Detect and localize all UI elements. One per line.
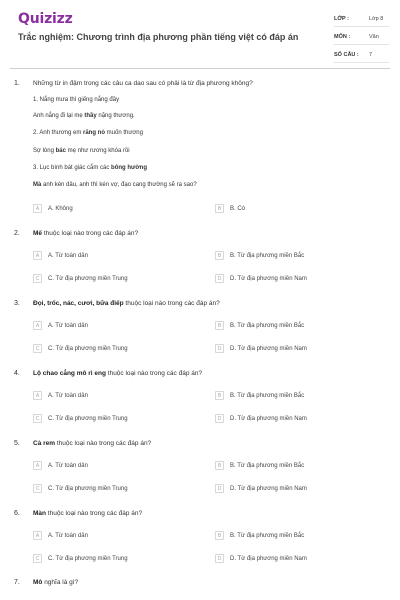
header-divider [10, 68, 390, 69]
option-text: B. Từ địa phương miền Bắc [230, 462, 305, 469]
option-letter-box: D [215, 344, 224, 353]
option-letter-box: B [215, 321, 224, 330]
question-text: Lộ chao cẳng mô rì eng thuộc loại nào trong các đáp án? [33, 370, 203, 377]
option-letter-box: A [33, 251, 42, 260]
option-d[interactable] [215, 554, 307, 563]
option-letter-box: D [215, 274, 224, 283]
option-letter-box: C [33, 484, 42, 493]
option-letter-box: A [33, 391, 42, 400]
worksheet-header [0, 0, 400, 64]
option-b[interactable] [215, 461, 304, 470]
option-letter-box: B [215, 204, 224, 213]
option-a[interactable] [33, 251, 88, 260]
option-b[interactable] [215, 391, 304, 400]
option-b[interactable] [215, 531, 304, 540]
option-text: C. Từ địa phương miền Trung [48, 345, 128, 352]
option-text: C. Từ địa phương miền Trung [48, 415, 128, 422]
question-number: 2. [14, 230, 20, 237]
meta-subject [334, 30, 389, 45]
option-text: A. Từ toàn dân [48, 462, 88, 469]
question-text: Màn thuộc loại nào trong các đáp án? [33, 510, 143, 517]
option-text: D. Từ địa phương miền Nam [230, 275, 307, 282]
option-c[interactable] [33, 554, 128, 563]
option-text: B. Từ địa phương miền Bắc [230, 322, 305, 329]
option-text: B. Từ địa phương miền Bắc [230, 252, 305, 259]
option-a[interactable] [33, 531, 88, 540]
question-number: 4. [14, 370, 20, 377]
question-number: 6. [14, 510, 20, 517]
question-line-5: 3. Lục bình bát giác cắm các bông hường [33, 165, 147, 171]
option-a[interactable] [33, 321, 88, 330]
option-text: A. Từ toàn dân [48, 322, 88, 329]
worksheet-title: Trắc nghiệm: Chương trình địa phương phần tiếng việt có đáp án [18, 32, 299, 42]
option-text: A. Từ toàn dân [48, 392, 88, 399]
option-text: A. Từ toàn dân [48, 532, 88, 539]
option-text: D. Từ địa phương miền Nam [230, 555, 307, 562]
quizizz-logo: Quizizz [18, 11, 73, 27]
question-number: 7. [14, 579, 20, 586]
question-text: Đọi, trốc, nác, cươi, bữa điếp thuộc loại nào trong các đáp án? [33, 300, 220, 307]
option-letter-box: D [215, 484, 224, 493]
meta-subject-label: MÔN : [334, 34, 351, 40]
option-d[interactable] [215, 484, 307, 493]
question-text: Những từ in đậm trong các câu ca dao sau có phải là từ địa phương không? [33, 80, 253, 87]
option-a[interactable] [33, 461, 88, 470]
option-letter-box: B [215, 461, 224, 470]
option-letter-box: B [215, 251, 224, 260]
meta-grade-label: LỚP : [334, 16, 349, 22]
option-d[interactable] [215, 274, 307, 283]
option-d[interactable] [215, 414, 307, 423]
question-number: 1. [14, 80, 20, 87]
question-text: Mế thuộc loại nào trong các đáp án? [33, 230, 139, 237]
question-line-6: Mà anh kén dâu, anh thì kén vợ, đạo cang thường sẽ ra sao? [33, 182, 197, 188]
option-text: D. Từ địa phương miền Nam [230, 415, 307, 422]
option-letter-box: B [215, 531, 224, 540]
option-letter-box: A [33, 461, 42, 470]
option-b[interactable] [215, 204, 245, 213]
option-b[interactable] [215, 321, 304, 330]
question-line-2: Anh nắng đi lại mẹ thầy nặng thương. [33, 113, 135, 119]
option-text: A. Từ toàn dân [48, 252, 88, 259]
meta-subject-value: Văn [369, 34, 379, 40]
meta-count-value: 7 [369, 52, 373, 58]
option-letter-box: C [33, 414, 42, 423]
meta-grade [334, 12, 389, 27]
option-a[interactable] [33, 204, 73, 213]
option-text: C. Từ địa phương miền Trung [48, 275, 128, 282]
option-d[interactable] [215, 344, 307, 353]
option-a[interactable] [33, 391, 88, 400]
option-letter-box: A [33, 321, 42, 330]
option-letter-box: A [33, 531, 42, 540]
question-line-1: 1. Nắng mưa thì giếng nắng đầy [33, 97, 120, 103]
worksheet-meta [334, 12, 389, 66]
question-text: Mô nghĩa là gì? [33, 579, 79, 586]
option-text: B. Từ địa phương miền Bắc [230, 532, 305, 539]
option-text: C. Từ địa phương miền Trung [48, 555, 128, 562]
option-letter-box: B [215, 391, 224, 400]
meta-grade-value: Lớp 8 [369, 16, 384, 22]
option-text: B. Có [230, 205, 246, 212]
option-c[interactable] [33, 414, 128, 423]
option-letter-box: D [215, 554, 224, 563]
question-text: Cà rem thuộc loại nào trong các đáp án? [33, 440, 152, 447]
option-text: B. Từ địa phương miền Bắc [230, 392, 305, 399]
option-text: D. Từ địa phương miền Nam [230, 345, 307, 352]
option-letter-box: D [215, 414, 224, 423]
option-text: A. Không [48, 205, 73, 212]
option-letter-box: A [33, 204, 42, 213]
question-line-4: Sợ lòng bác mẹ như rương khóa rồi [33, 148, 130, 154]
question-number: 5. [14, 440, 20, 447]
option-b[interactable] [215, 251, 304, 260]
question-line-3: 2. Anh thương em răng nỏ muốn thương [33, 130, 143, 136]
option-letter-box: C [33, 274, 42, 283]
option-text: C. Từ địa phương miền Trung [48, 485, 128, 492]
question-number: 3. [14, 300, 20, 307]
option-c[interactable] [33, 274, 128, 283]
option-text: D. Từ địa phương miền Nam [230, 485, 307, 492]
option-c[interactable] [33, 484, 128, 493]
option-letter-box: C [33, 344, 42, 353]
option-c[interactable] [33, 344, 128, 353]
option-letter-box: C [33, 554, 42, 563]
meta-count-label: SỐ CÂU : [334, 52, 359, 58]
meta-count [334, 48, 389, 63]
